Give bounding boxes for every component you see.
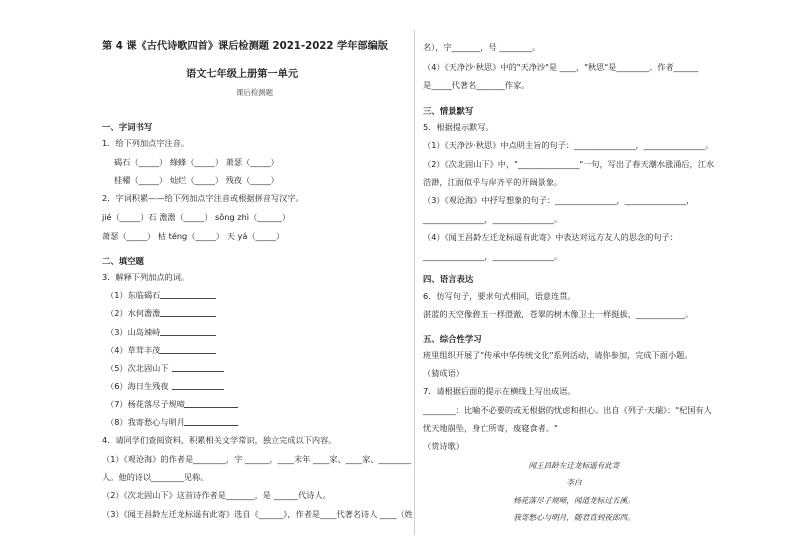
q4-4-cont: 是_____代著名_______作家。 — [423, 80, 530, 90]
answer-line — [160, 353, 216, 354]
poem-line-1: 杨花落尽子规啼，闻道龙标过五溪。 — [513, 496, 635, 505]
q3-item: （4）草茸丰茂 — [106, 345, 161, 355]
q5-1: （1）《天净沙·秋思》中点明主旨的句子：_______________，_______________。 — [423, 140, 714, 150]
q7-intro: 7．请根据后面的提示在横线上写出成语。 — [423, 386, 576, 396]
section-heading-1: 一、字词书写 — [102, 122, 153, 132]
q1-row2: 桂櫂（_____） 灿烂（_____） 残夜（_____） — [114, 175, 279, 185]
q1-intro: 1．给下列加点字注音。 — [102, 138, 190, 148]
q4-3: （3）《闻王昌龄左迁龙标遥有此寄》选自《______》，作者是____代著名诗人 ____（姓 — [102, 509, 413, 519]
poem-title: 闻王昌龄左迁龙标遥有此寄 — [528, 461, 620, 470]
answer-line — [160, 316, 216, 317]
q2-row1: jié（_____）石 澹澹（_____） sǒng zhì（______） — [102, 212, 291, 222]
q3-intro: 3．解释下列加点的词。 — [102, 272, 190, 282]
section-heading-3: 三、情景默写 — [423, 106, 474, 116]
poem-line-2: 我寄愁心与明月，随君直到夜郎西。 — [513, 513, 635, 522]
document-subtitle: 课后检测题 — [236, 88, 273, 97]
q5-intro: 5．根据提示默写。 — [423, 122, 494, 132]
q4-1-cont: 人。他的诗以________见称。 — [102, 472, 209, 482]
q3-item: （1）东临碣石 — [106, 290, 161, 300]
q7-text-cont: 忧天地崩坠，身亡所寄，废寝食者。" — [423, 423, 558, 433]
q6-intro: 6．仿写句子，要求句式相同，语意连贯。 — [423, 291, 576, 301]
comp-intro: 班里组织开展了"传承中华传统文化"系列活动，请你参加，完成下面小题。 — [423, 350, 693, 360]
q5-4: （4）《闻王昌龄左迁龙标遥有此寄》中表达对远方友人的思念的句子： — [423, 232, 678, 242]
q5-2-cont: 浩渺，江面似乎与岸齐平的开阔景象。 — [423, 177, 563, 187]
answer-line — [172, 389, 224, 390]
q3-item: （2）水何澹澹 — [106, 308, 161, 318]
q2-intro: 2．字词积累——给下列加点字注音或根据拼音写汉字。 — [102, 193, 304, 203]
document-title-line2: 语文七年级上册第一单元 — [186, 69, 299, 80]
q3-item: （6）海日生残夜 — [106, 381, 169, 391]
q4-1: （1）《观沧海》的作者是________，字 ______，____末年 ____家、____家、________ — [102, 454, 412, 464]
q5-2: （2）《次北固山下》中，"_______________"一句，写出了春天潮水涨涌后，江水 — [423, 159, 715, 169]
label-idiom: （猜成语） — [423, 368, 464, 378]
q1-row1: 碣石（_____） 綠蜂（_____） 萧瑟（_____） — [114, 157, 279, 167]
answer-line — [160, 298, 216, 299]
q3-item: （7）杨花落尽子规啼 — [106, 399, 185, 409]
document-title-line1: 第 4 课《古代诗歌四首》课后检测题 2021-2022 学年部编版 — [102, 41, 388, 52]
q6-text: 湛蓝的天空像碧玉一样澄澈，苍翠的树木像卫士一样挺拔，____________。 — [423, 309, 694, 319]
q4-3-cont: 名），字_______，号 ________。 — [423, 42, 541, 52]
q4-2: （2）《次北固山下》这首诗作者是_______，是 ______代诗人。 — [102, 490, 331, 500]
column-divider — [414, 30, 415, 535]
section-heading-5: 五、综合性学习 — [423, 334, 482, 344]
answer-line — [160, 335, 216, 336]
q3-item: （5）次北固山下 — [106, 363, 169, 373]
q3-item: （8）我寄愁心与明月 — [106, 417, 185, 427]
label-poem: （赏诗歌） — [423, 441, 464, 451]
q3-item: （3）山岛竦峙 — [106, 327, 161, 337]
q5-4-cont: _______________，_______________。 — [423, 251, 563, 261]
q5-3-cont: _______________，_______________。 — [423, 214, 563, 224]
answer-line — [184, 407, 238, 408]
poem-author: 李白 — [566, 478, 582, 487]
section-heading-4: 四、语言表达 — [423, 274, 474, 284]
answer-line — [184, 425, 238, 426]
section-heading-2: 二、填空题 — [102, 256, 144, 266]
q2-row2: 萧瑟（_____） 枯 téng（_____） 天 yá（_____） — [102, 231, 285, 241]
answer-line — [172, 371, 224, 372]
q5-3: （3）《观沧海》中抒写想象的句子：_______________，_______________， — [423, 195, 695, 205]
q4-4: （4）《天净沙·秋思》中的"天净沙"是 ____，"秋思"是________。作者______ — [423, 62, 699, 72]
q7-text: ________：比喻不必要的或无根据的忧虑和担心。出自《列子·天瑞》："杞国有人 — [423, 405, 712, 415]
q4-intro: 4．请同学们查阅资料，积累相关文学常识，独立完成以下内容。 — [102, 435, 337, 445]
